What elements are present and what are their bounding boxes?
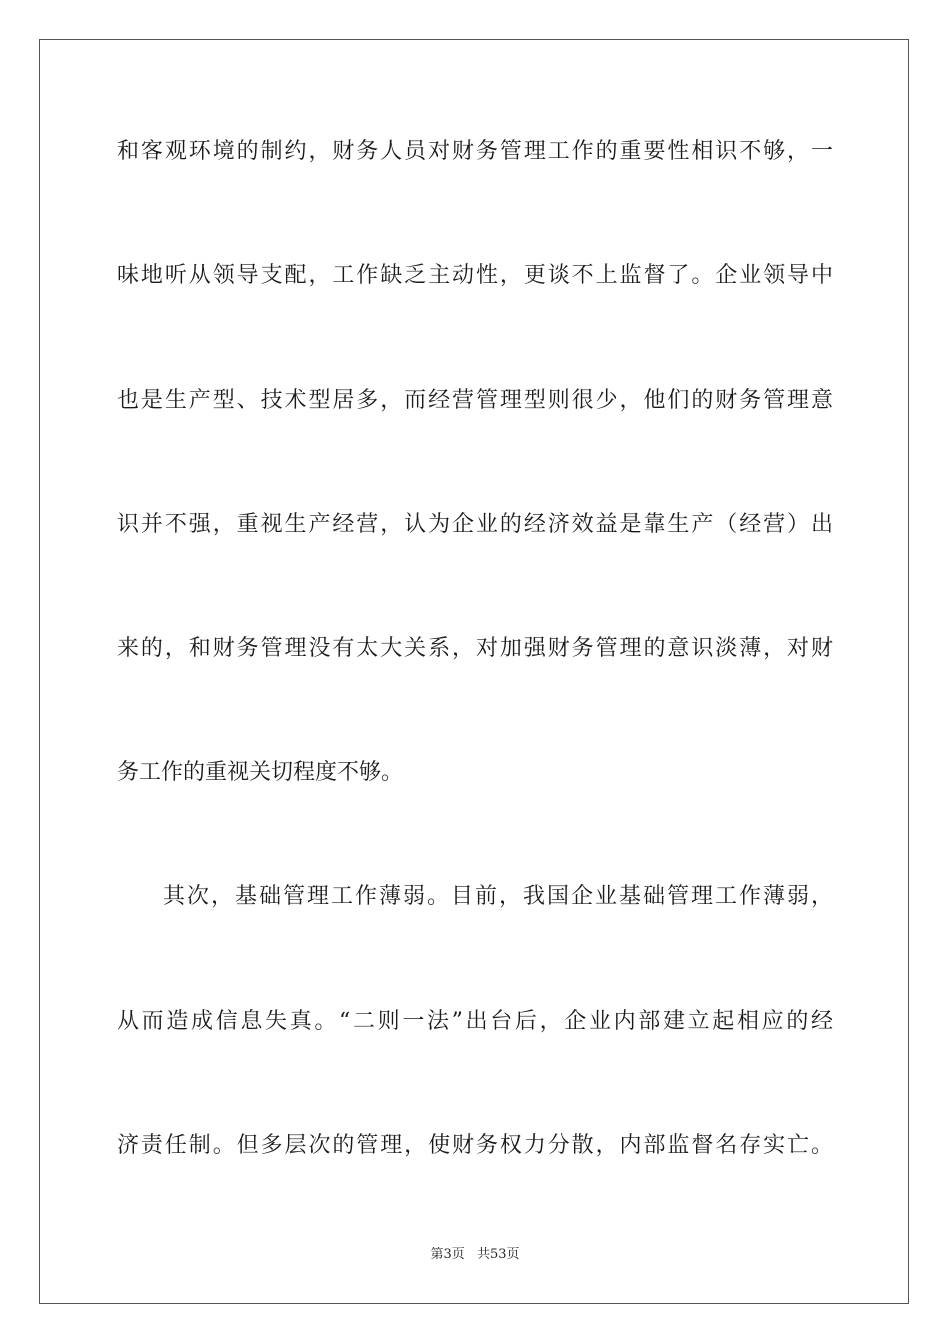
paragraph-line: 从而造成信息失真。“二则一法”出台后，企业内部建立起相应的经 [117, 1009, 833, 1034]
paragraph-line: 和客观环境的制约，财务人员对财务管理工作的重要性相识不够，一 [117, 139, 833, 164]
paragraph-line: 济责任制。但多层次的管理，使财务权力分散，内部监督名存实亡。 [117, 1133, 833, 1158]
paragraph-line: 其次，基础管理工作薄弱。目前，我国企业基础管理工作薄弱， [163, 884, 833, 909]
paragraph-line: 来的，和财务管理没有太大关系，对加强财务管理的意识淡薄，对财 [117, 636, 833, 661]
paragraph-line: 也是生产型、技术型居多，而经营管理型则很少，他们的财务管理意 [117, 388, 833, 413]
paragraph-line: 务工作的重视关切程度不够。 [117, 760, 404, 785]
page-border [39, 39, 909, 1304]
page-footer [0, 1246, 950, 1264]
page-number: 第3页 [430, 1247, 465, 1262]
page-total: 共53页 [476, 1247, 520, 1262]
paragraph-line: 识并不强，重视生产经营，认为企业的经济效益是靠生产（经营）出 [117, 512, 833, 537]
paragraph-line: 味地听从领导支配，工作缺乏主动性，更谈不上监督了。企业领导中 [117, 263, 833, 288]
